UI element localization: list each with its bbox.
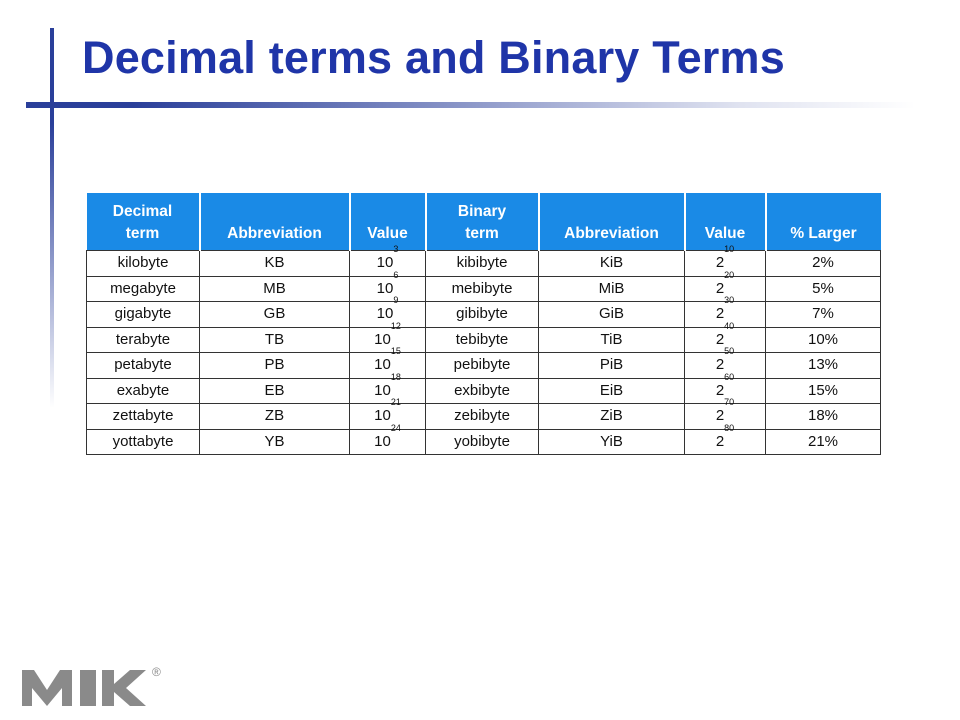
decimal-term-cell: exabyte <box>87 378 200 404</box>
decimal-abbreviation-cell: MB <box>200 276 350 302</box>
decimal-value-cell <box>350 346 426 379</box>
vertical-accent-bar <box>50 28 54 408</box>
table-row <box>87 327 881 353</box>
decimal-abbreviation-cell: EB <box>200 378 350 404</box>
decimal-abbreviation-cell: KB <box>200 251 350 277</box>
value-base: 2 <box>715 279 725 297</box>
decimal-abbreviation-cell: ZB <box>200 404 350 430</box>
percent-larger-cell: 15% <box>766 378 881 404</box>
binary-term-cell: exbibyte <box>426 378 539 404</box>
decimal-value-cell <box>350 320 426 353</box>
decimal-term-cell: kilobyte <box>87 251 200 277</box>
value-exponent: 30 <box>724 295 735 306</box>
value-exponent: 12 <box>390 320 401 331</box>
table-row <box>87 276 881 302</box>
value-exponent: 6 <box>393 269 399 280</box>
value-exponent: 24 <box>390 422 401 433</box>
value-base: 10 <box>374 381 391 399</box>
value-base: 2 <box>715 305 725 323</box>
percent-larger-cell: 18% <box>766 404 881 430</box>
binary-abbreviation-cell: GiB <box>539 302 685 328</box>
value-base: 10 <box>376 254 394 272</box>
header-binary-abbreviation: Abbreviation <box>539 193 685 251</box>
decimal-value-cell <box>350 397 426 430</box>
percent-larger-cell: 10% <box>766 327 881 353</box>
value-base: 2 <box>715 254 725 272</box>
value-base: 2 <box>715 330 725 348</box>
value-exponent: 10 <box>724 244 735 255</box>
value-base: 10 <box>374 432 391 450</box>
value-base: 10 <box>376 279 394 297</box>
decimal-value-cell <box>350 244 426 277</box>
slide-title: Decimal terms and Binary Terms <box>82 32 785 83</box>
value-exponent: 50 <box>724 346 735 357</box>
value-base: 2 <box>715 407 725 425</box>
decimal-term-cell: megabyte <box>87 276 200 302</box>
value-exponent: 21 <box>390 397 401 408</box>
header-percent-larger: % Larger <box>766 193 881 251</box>
horizontal-accent-bar <box>26 102 916 108</box>
value-base: 2 <box>715 356 725 374</box>
decimal-term-cell: zettabyte <box>87 404 200 430</box>
decimal-term-cell: petabyte <box>87 353 200 379</box>
value-base: 2 <box>715 432 725 450</box>
table-row <box>87 404 881 430</box>
decimal-abbreviation-cell: YB <box>200 429 350 455</box>
binary-abbreviation-cell: ZiB <box>539 404 685 430</box>
header-binary-term: Binary term <box>426 193 539 251</box>
binary-term-cell: kibibyte <box>426 251 539 277</box>
binary-term-cell: pebibyte <box>426 353 539 379</box>
percent-larger-cell: 5% <box>766 276 881 302</box>
table-row <box>87 429 881 455</box>
value-exponent: 80 <box>724 422 735 433</box>
binary-abbreviation-cell: YiB <box>539 429 685 455</box>
binary-abbreviation-cell: PiB <box>539 353 685 379</box>
units-table <box>86 193 881 455</box>
decimal-term-cell: yottabyte <box>87 429 200 455</box>
binary-abbreviation-cell: KiB <box>539 251 685 277</box>
binary-term-cell: mebibyte <box>426 276 539 302</box>
value-exponent: 20 <box>724 269 735 280</box>
header-binary-value: Value <box>685 193 766 251</box>
value-exponent: 15 <box>390 346 401 357</box>
table-row <box>87 302 881 328</box>
publisher-logo <box>22 662 172 713</box>
decimal-abbreviation-cell: PB <box>200 353 350 379</box>
binary-abbreviation-cell: TiB <box>539 327 685 353</box>
value-exponent: 3 <box>393 244 399 255</box>
header-abbreviation: Abbreviation <box>200 193 350 251</box>
percent-larger-cell: 21% <box>766 429 881 455</box>
table-row <box>87 251 881 277</box>
header-decimal-term: Decimal term <box>87 193 200 251</box>
decimal-value-cell <box>350 295 426 328</box>
decimal-value-cell <box>350 269 426 302</box>
value-exponent: 18 <box>390 371 401 382</box>
binary-term-cell: gibibyte <box>426 302 539 328</box>
percent-larger-cell: 13% <box>766 353 881 379</box>
decimal-abbreviation-cell: GB <box>200 302 350 328</box>
decimal-term-cell: terabyte <box>87 327 200 353</box>
percent-larger-cell: 7% <box>766 302 881 328</box>
header-value: Value <box>350 193 426 251</box>
value-base: 10 <box>374 330 391 348</box>
decimal-abbreviation-cell: TB <box>200 327 350 353</box>
header-row <box>87 193 881 251</box>
binary-abbreviation-cell: MiB <box>539 276 685 302</box>
value-base: 10 <box>376 305 394 323</box>
binary-term-cell: tebibyte <box>426 327 539 353</box>
value-exponent: 9 <box>393 295 399 306</box>
binary-term-cell: zebibyte <box>426 404 539 430</box>
percent-larger-cell: 2% <box>766 251 881 277</box>
binary-term-cell: yobibyte <box>426 429 539 455</box>
value-base: 2 <box>715 381 725 399</box>
decimal-term-cell: gigabyte <box>87 302 200 328</box>
value-exponent: 60 <box>724 371 735 382</box>
table-row <box>87 378 881 404</box>
table-body <box>87 244 881 455</box>
value-exponent: 70 <box>724 397 735 408</box>
decimal-value-cell <box>350 422 426 455</box>
registered-mark: ® <box>152 665 161 679</box>
mk-logo-icon <box>22 662 172 708</box>
binary-value-cell <box>685 422 766 455</box>
table-row <box>87 353 881 379</box>
value-base: 10 <box>374 356 391 374</box>
value-exponent: 40 <box>724 320 735 331</box>
binary-abbreviation-cell: EiB <box>539 378 685 404</box>
value-base: 10 <box>374 407 391 425</box>
decimal-value-cell <box>350 371 426 404</box>
